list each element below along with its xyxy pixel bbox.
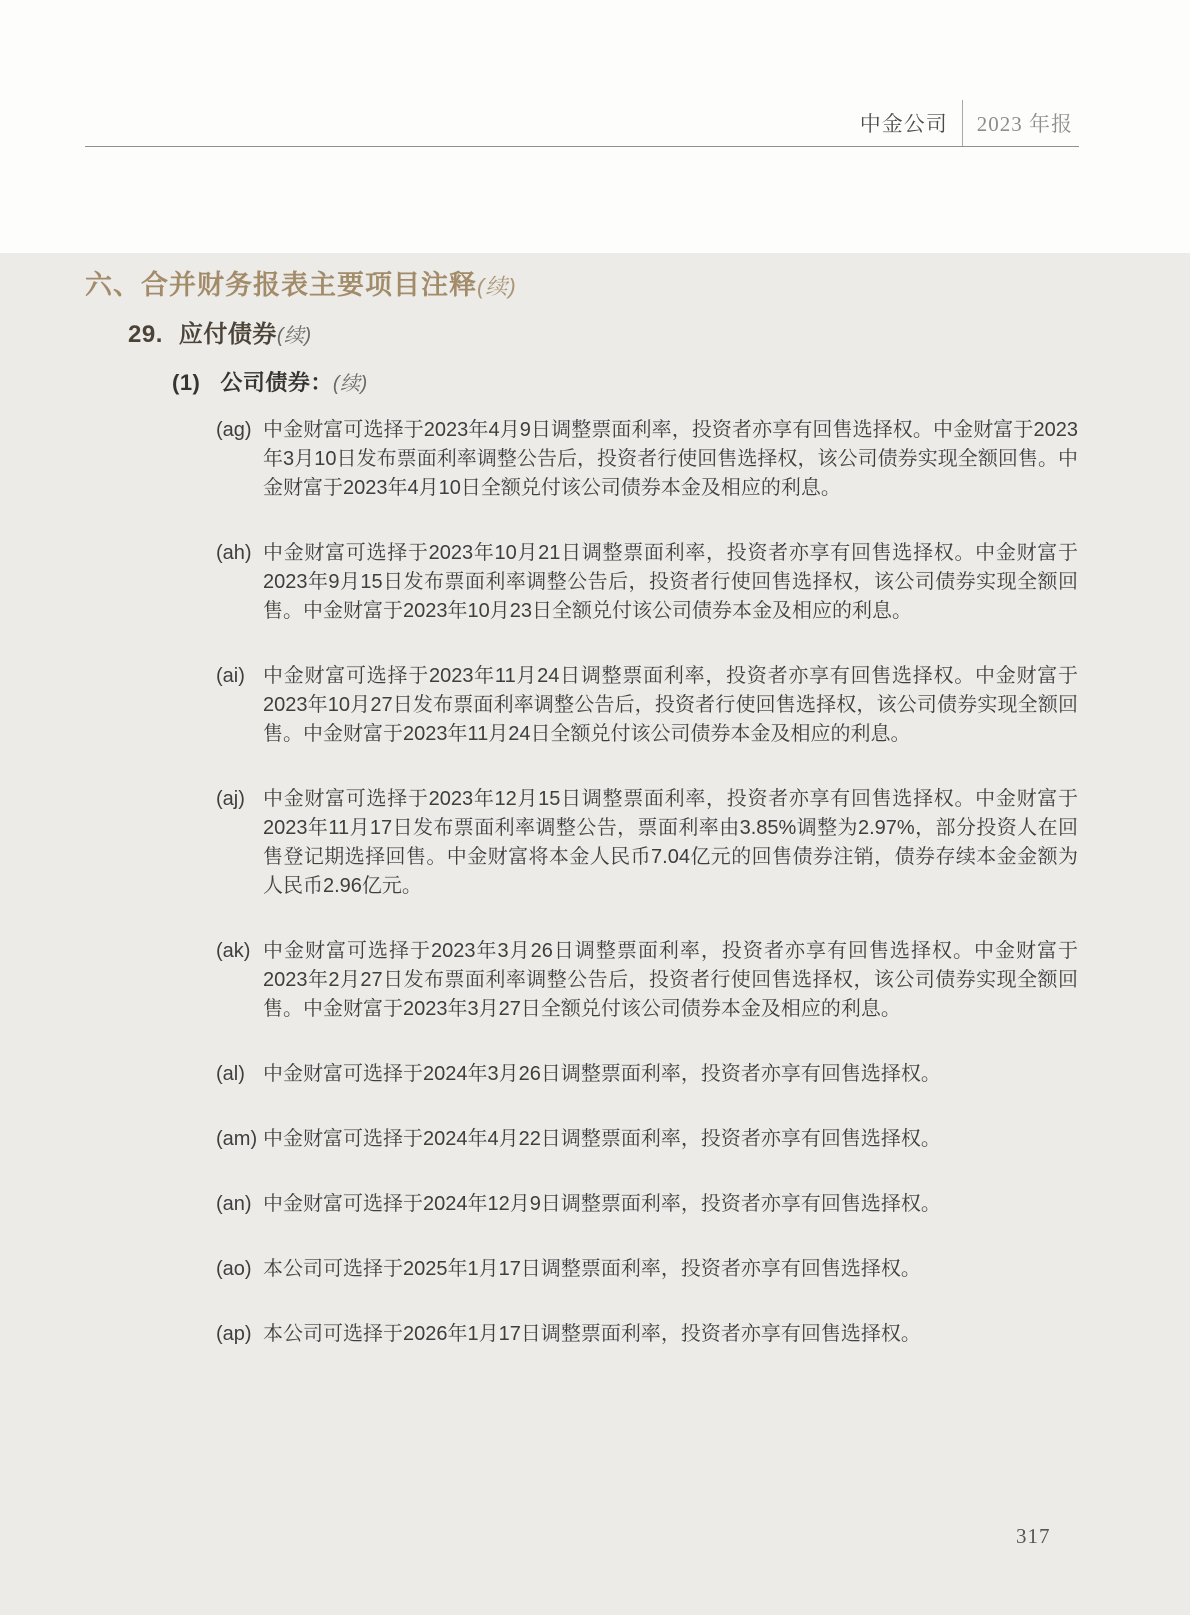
note-paragraph xyxy=(216,416,1078,503)
paragraph-text: 中金财富可选择于2023年11月24日调整票面利率，投资者亦享有回售选择权。中金财富于2023年10月27日发布票面利率调整公告后，投资者行使回售选择权，该公司债券实现全额回售。中金财富于2023年11月24日全额兑付该公司债券本金及相应的利息。 xyxy=(263,665,1078,745)
paragraph-text: 中金财富可选择于2023年10月21日调整票面利率，投资者亦享有回售选择权。中金财富于2023年9月15日发布票面利率调整公告后，投资者行使回售选择权，该公司债券实现全额回售。中金财富于2023年10月23日全额兑付该公司债券本金及相应的利息。 xyxy=(263,542,1078,622)
paragraph-label: (am) xyxy=(216,1128,258,1150)
paragraph-label: (ap) xyxy=(216,1323,252,1345)
subsection-number: 29. xyxy=(128,321,163,348)
paragraph-label: (ah) xyxy=(216,542,252,564)
section-title-text: 六、合并财务报表主要项目注释 xyxy=(85,270,477,300)
header-divider-line xyxy=(962,100,963,146)
note-paragraph xyxy=(216,1320,1078,1349)
top-white-band xyxy=(0,0,1190,253)
header-report-title: 2023 年报 xyxy=(976,112,1073,136)
note-paragraph xyxy=(216,1060,1078,1089)
paragraph-label: (ao) xyxy=(216,1258,252,1280)
note-paragraph xyxy=(216,1125,1078,1154)
paragraph-label: (al) xyxy=(216,1063,245,1085)
page-content xyxy=(0,253,1190,1385)
paragraph-text: 中金财富可选择于2024年12月9日调整票面利率，投资者亦享有回售选择权。 xyxy=(263,1193,941,1215)
page-number: 317 xyxy=(1016,1524,1051,1548)
paragraph-list xyxy=(216,416,1078,1349)
paragraph-label: (aj) xyxy=(216,788,245,810)
note-paragraph xyxy=(216,1255,1078,1284)
paragraph-label: (ak) xyxy=(216,940,251,962)
item-number: (1) xyxy=(172,370,201,395)
note-paragraph xyxy=(216,1190,1078,1219)
paragraph-text: 中金财富可选择于2023年4月9日调整票面利率，投资者亦享有回售选择权。中金财富于2023年3月10日发布票面利率调整公告后，投资者行使回售选择权，该公司债券实现全额回售。中金财富于2023年4月10日全额兑付该公司债券本金及相应的利息。 xyxy=(263,419,1078,499)
paragraph-text: 本公司可选择于2026年1月17日调整票面利率，投资者亦享有回售选择权。 xyxy=(263,1323,921,1345)
paragraph-text: 本公司可选择于2025年1月17日调整票面利率，投资者亦享有回售选择权。 xyxy=(263,1258,921,1280)
section-title-continued-mark: (续) xyxy=(477,274,517,299)
note-paragraph xyxy=(216,937,1078,1024)
item-continued-mark: (续) xyxy=(332,373,368,395)
note-paragraph xyxy=(216,662,1078,749)
paragraph-label: (an) xyxy=(216,1193,252,1215)
note-paragraph xyxy=(216,539,1078,626)
header-rule xyxy=(85,146,1079,147)
paragraph-label: (ai) xyxy=(216,665,245,687)
paragraph-label: (ag) xyxy=(216,419,252,441)
subsection-continued-mark: (续) xyxy=(276,325,312,347)
header-company-name: 中金公司 xyxy=(859,112,948,136)
paragraph-text: 中金财富可选择于2024年3月26日调整票面利率，投资者亦享有回售选择权。 xyxy=(263,1063,941,1085)
paragraph-text: 中金财富可选择于2023年12月15日调整票面利率，投资者亦享有回售选择权。中金财富于2023年11月17日发布票面利率调整公告，票面利率由3.85%调整为2.97%，部分投资人在回售登记期选择回售。中金财富将本金人民币7.04亿元的回售债券注销，债券存续本金金额为人民币2.96亿元。 xyxy=(263,788,1078,897)
section-title xyxy=(85,267,1190,305)
paragraph-text: 中金财富可选择于2024年4月22日调整票面利率，投资者亦享有回售选择权。 xyxy=(263,1128,941,1150)
running-header xyxy=(860,100,1073,146)
paragraph-text: 中金财富可选择于2023年3月26日调整票面利率，投资者亦享有回售选择权。中金财富于2023年2月27日发布票面利率调整公告后，投资者行使回售选择权，该公司债券实现全额回售。中金财富于2023年3月27日全额兑付该公司债券本金及相应的利息。 xyxy=(263,940,1078,1020)
note-paragraph xyxy=(216,785,1078,901)
item-title-text: 公司债券： xyxy=(220,370,333,395)
subsection-title xyxy=(128,319,1190,352)
item-title xyxy=(172,368,1190,399)
subsection-title-text: 应付债券 xyxy=(178,321,277,348)
